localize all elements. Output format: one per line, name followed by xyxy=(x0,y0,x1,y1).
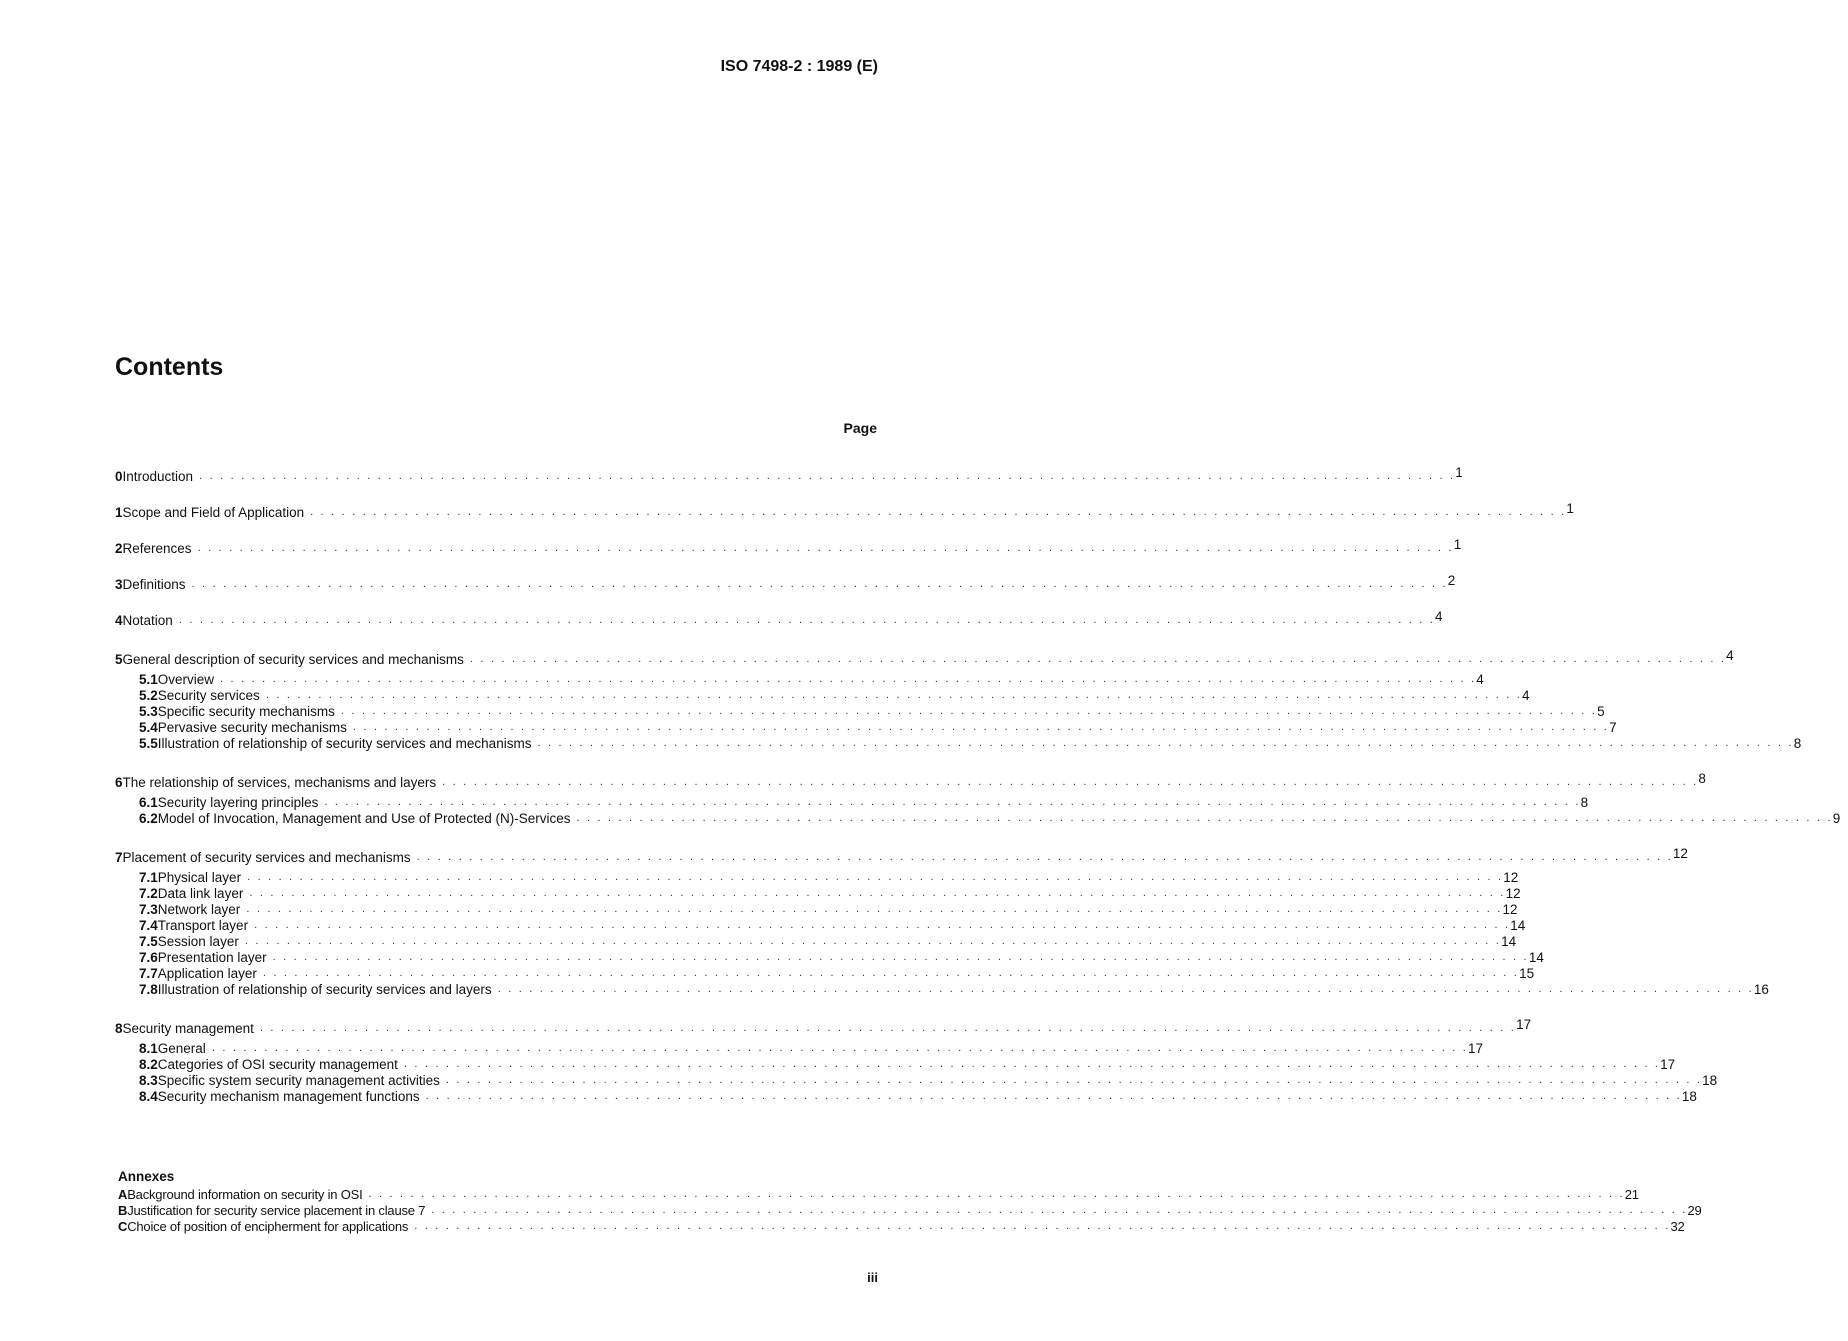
entry-title: Notation xyxy=(122,613,173,628)
dot-leader: . . . . . . . . . . . . . . . . . . . . . . . . . . . . . . . . . . . . . . . . . . . . . . . . . . . . . . . . . . . . . . . . . . . . . . . . . . . . . . . . . . . . . . . . . . . . . . . . . . . . . . . . . . . . . . . . . . . . . . . . xyxy=(259,1022,1517,1034)
entry-number: 7.4 xyxy=(139,918,158,933)
entry-page-number: 12 xyxy=(1502,902,1518,917)
entry-title: Application layer xyxy=(157,966,257,981)
entry-title: Presentation layer xyxy=(157,950,267,965)
toc-entry[interactable] xyxy=(115,648,1734,668)
entry-page-number: 17 xyxy=(1660,1057,1676,1072)
toc-entry[interactable] xyxy=(115,609,1443,629)
dot-leader: . . . . . . . . . . . . . . . . . . . . . . . . . . . . . . . . . . . . . . . . . . . . . . . . . . . . . . . . . . . . . . . . . . . . . . . . . . . . . . . . . . . . . . . . . . . . . . . . . . . . . . . . . . . . . . . . . . . . . . . . xyxy=(199,470,1456,482)
dot-leader: . . . . . . . . . . . . . . . . . . . . . . . . . . . . . . . . . . . . . . . . . . . . . . . . . . . . . . . . . . . . . . . . . . . . . . . . . . . . . . . . . . . . . . . . . . . . . . . . . . . . . . . . . . . . . . . . . . . . . . . . xyxy=(197,542,1454,554)
toc-subentry[interactable] xyxy=(115,870,1519,886)
page-title: Contents xyxy=(115,353,224,381)
annex-entry[interactable] xyxy=(118,1219,1685,1235)
entry-title: Session layer xyxy=(157,934,239,949)
entry-title: Security management xyxy=(122,1021,254,1036)
annex-entry[interactable] xyxy=(118,1187,1639,1203)
entry-number: 7.7 xyxy=(139,966,158,981)
dot-leader: . . . . . . . . . . . . . . . . . . . . . . . . . . . . . . . . . . . . . . . . . . . . . . . . . . . . . . . . . . . . . . . . . . . . . . . . . . . . . . . . . . . . . . . . . . . . . . . . . . . . . . . . . . . . . . . . . . . . . . . . xyxy=(254,919,1511,931)
entry-number: 7 xyxy=(115,850,123,865)
entry-title: Pervasive security mechanisms xyxy=(157,720,347,735)
entry-number: 2 xyxy=(115,541,123,556)
entry-page-number: 29 xyxy=(1687,1203,1702,1218)
entry-number: 7.8 xyxy=(139,982,158,997)
entry-number: 5 xyxy=(115,652,123,667)
entry-page-number: 12 xyxy=(1505,886,1521,901)
toc-subentry[interactable] xyxy=(115,934,1517,950)
entry-title: Model of Invocation, Management and Use of Protected (N)-Services xyxy=(157,811,571,826)
toc-entry[interactable] xyxy=(115,537,1462,557)
entry-number: 8.2 xyxy=(139,1057,158,1072)
dot-leader: . . . . . . . . . . . . . . . . . . . . . . . . . . . . . . . . . . . . . . . . . . . . . . . . . . . . . . . . . . . . . . . . . . . . . . . . . . . . . . . . . . . . . . . . . . . . . . . . . . . . . . . . . . . . . . . . . . . . . . . . xyxy=(246,903,1503,915)
entry-number: 5.1 xyxy=(139,672,158,687)
entry-title: Categories of OSI security management xyxy=(157,1057,398,1072)
entry-page-number: 8 xyxy=(1698,771,1706,786)
entry-number: B xyxy=(118,1203,128,1218)
toc-subentry[interactable] xyxy=(115,811,1841,827)
entry-title: Overview xyxy=(157,672,215,687)
toc-subentry[interactable] xyxy=(115,1057,1676,1073)
table-of-contents xyxy=(115,465,1841,1125)
toc-subentry[interactable] xyxy=(115,720,1617,736)
toc-subentry[interactable] xyxy=(115,1041,1484,1057)
entry-title: Network layer xyxy=(157,902,241,917)
entry-title: Transport layer xyxy=(157,918,249,933)
entry-title: Choice of position of encipherment for applications xyxy=(127,1219,409,1234)
dot-leader: . . . . . . . . . . . . . . . . . . . . . . . . . . . . . . . . . . . . . . . . . . . . . . . . . . . . . . . . . . . . . . . . . . . . . . . . . . . . . . . . . . . . . . . . . . . . . . . . . . . . . . . . . . . . . . . . . . . . . . . . xyxy=(244,935,1502,947)
annexes-heading: Annexes xyxy=(118,1169,175,1184)
footer-page-number: iii xyxy=(867,1270,878,1285)
entry-number: A xyxy=(118,1187,128,1202)
dot-leader: . . . . . . . . . . . . . . . . . . . . . . . . . . . . . . . . . . . . . . . . . . . . . . . . . . . . . . . . . . . . . . . . . . . . . . . . . . . . . . . . . . . . . . . . . . . . . . . . . . . . . . . . . . . . . . . . . . . . . . . . xyxy=(497,983,1754,995)
entry-page-number: 1 xyxy=(1453,537,1462,552)
entry-title: References xyxy=(122,541,192,556)
entry-title: Illustration of relationship of security services and layers xyxy=(157,982,492,997)
entry-number: 8.4 xyxy=(139,1089,158,1104)
annexes-section xyxy=(118,1169,1702,1235)
entry-title: Introduction xyxy=(122,469,194,484)
entry-page-number: 17 xyxy=(1516,1017,1532,1032)
entry-title: Security services xyxy=(157,688,260,703)
entry-number: 5.3 xyxy=(139,704,158,719)
entry-page-number: 4 xyxy=(1726,648,1734,663)
toc-entry[interactable] xyxy=(115,465,1463,485)
entry-page-number: 18 xyxy=(1702,1073,1718,1088)
entry-number: 6.1 xyxy=(139,795,158,810)
entry-page-number: 17 xyxy=(1468,1041,1484,1056)
entry-number: 3 xyxy=(115,577,123,592)
entry-page-number: 8 xyxy=(1793,736,1802,751)
entry-number: 5.5 xyxy=(139,736,158,751)
entry-number: 5.2 xyxy=(139,688,158,703)
entry-page-number: 4 xyxy=(1476,672,1484,687)
annex-list xyxy=(118,1187,1702,1235)
dot-leader: . . . . . . . . . . . . . . . . . . . . . . . . . . . . . . . . . . . . . . . . . . . . . . . . . . . . . . . . . . . . . . . . . . . . . . . . . . . . . . . . . . . . . . . . . . . . . . . . . . . . . . . . . . . . . . . . . . . . . . . . xyxy=(249,887,1506,899)
entry-page-number: 1 xyxy=(1455,465,1463,480)
entry-page-number: 18 xyxy=(1681,1089,1697,1104)
entry-number: 8 xyxy=(115,1021,123,1036)
dot-leader: . . . . . . . . . . . . . . . . . . . . . . . . . . . . . . . . . . . . . . . . . . . . . . . . . . . . . . . . . . . . . . . . . . . . . . . . . . . . . . . . . . . . . . . . . . . . . . . . . . . . . . . . . . . . . . . . . . . . . . . . xyxy=(431,1204,1688,1216)
toc-entry[interactable] xyxy=(115,573,1456,593)
dot-leader: . . . . . . . . . . . . . . . . . . . . . . . . . . . . . . . . . . . . . . . . . . . . . . . . . . . . . . . . . . . . . . . . . . . . . . . . . . . . . . . . . . . . . . . . . . . . . . . . . . . . . . . . . . . . . . . . . . . . . . . . xyxy=(178,614,1436,626)
entry-title: Security layering principles xyxy=(157,795,319,810)
entry-page-number: 2 xyxy=(1447,573,1456,588)
entry-page-number: 12 xyxy=(1503,870,1519,885)
entry-number: C xyxy=(118,1219,128,1234)
entry-number: 8.1 xyxy=(139,1041,158,1056)
toc-entry[interactable] xyxy=(115,501,1574,521)
dot-leader: . . . . . . . . . . . . . . . . . . . . . . . . . . . . . . . . . . . . . . . . . . . . . . . . . . . . . . . . . . . . . . . . . . . . . . . . . . . . . . . . . . . . . . . . . . . . . . . . . . . . . . . . . . . . . . . . . . . . . . . . xyxy=(416,851,1673,863)
standard-identifier: ISO 7498-2 : 1989 (E) xyxy=(720,58,878,75)
entry-title: General xyxy=(157,1041,206,1056)
entry-page-number: 16 xyxy=(1753,982,1769,997)
entry-title: Justification for security service placement in clause 7 xyxy=(127,1203,426,1218)
toc-subentry[interactable] xyxy=(115,1089,1697,1105)
page-column-label: Page xyxy=(843,420,877,436)
entry-number: 7.3 xyxy=(139,902,158,917)
entry-number: 7.5 xyxy=(139,934,158,949)
toc-subentry[interactable] xyxy=(115,982,1769,998)
toc-section xyxy=(115,465,1463,485)
toc-subentry[interactable] xyxy=(115,688,1530,704)
dot-leader: . . . . . . . . . . . . . . . . . . . . . . . . . . . . . . . . . . . . . . . . . . . . . . . . . . . . . . . . . . . . . . . . . . . . . . . . . . . . . . . . . . . . . . . . . . . . . . . . . . . . . . . . . . . . . . . . . . . . . . . . xyxy=(324,796,1581,808)
toc-subentry[interactable] xyxy=(115,672,1484,688)
dot-leader: . . . . . . . . . . . . . . . . . . . . . . . . . . . . . . . . . . . . . . . . . . . . . . . . . . . . . . . . . . . . . . . . . . . . . . . . . . . . . . . . . . . . . . . . . . . . . . . . . . . . . . . . . . . . . . . . . . . . . . . . xyxy=(442,776,1699,788)
dot-leader: . . . . . . . . . . . . . . . . . . . . . . . . . . . . . . . . . . . . . . . . . . . . . . . . . . . . . . . . . . . . . . . . . . . . . . . . . . . . . . . . . . . . . . . . . . . . . . . . . . . . . . . . . . . . . . . . . . . . . . . . xyxy=(469,653,1727,665)
annex-entry[interactable] xyxy=(118,1203,1702,1219)
toc-subentry[interactable] xyxy=(115,704,1605,720)
entry-number: 7.6 xyxy=(139,950,158,965)
entry-title: Background information on security in OSI xyxy=(127,1187,363,1202)
toc-section xyxy=(115,609,1443,629)
dot-leader: . . . . . . . . . . . . . . . . . . . . . . . . . . . . . . . . . . . . . . . . . . . . . . . . . . . . . . . . . . . . . . . . . . . . . . . . . . . . . . . . . . . . . . . . . . . . . . . . . . . . . . . . . . . . . . . . . . . . . . . . xyxy=(272,951,1529,963)
entry-title: General description of security services and mechanisms xyxy=(122,652,464,667)
dot-leader: . . . . . . . . . . . . . . . . . . . . . . . . . . . . . . . . . . . . . . . . . . . . . . . . . . . . . . . . . . . . . . . . . . . . . . . . . . . . . . . . . . . . . . . . . . . . . . . . . . . . . . . . . . . . . . . . . . . . . . . . xyxy=(247,871,1504,883)
entry-number: 1 xyxy=(115,505,123,520)
toc-subentry[interactable] xyxy=(115,736,1802,752)
entry-number: 8.3 xyxy=(139,1073,158,1088)
entry-title: Definitions xyxy=(122,577,186,592)
toc-subentry[interactable] xyxy=(115,1073,1718,1089)
toc-entry[interactable] xyxy=(115,1017,1532,1037)
dot-leader: . . . . . . . . . . . . . . . . . . . . . . . . . . . . . . . . . . . . . . . . . . . . . . . . . . . . . . . . . . . . . . . . . . . . . . . . . . . . . . . . . . . . . . . . . . . . . . . . . . . . . . . . . . . . . . . . . . . . . . . . xyxy=(262,967,1520,979)
toc-subentry[interactable] xyxy=(115,918,1526,934)
entry-title: Illustration of relationship of security services and mechanisms xyxy=(157,736,532,751)
toc-subentry[interactable] xyxy=(115,795,1589,811)
dot-leader: . . . . . . . . . . . . . . . . . . . . . . . . . . . . . . . . . . . . . . . . . . . . . . . . . . . . . . . . . . . . . . . . . . . . . . . . . . . . . . . . . . . . . . . . . . . . . . . . . . . . . . . . . . . . . . . . . . . . . . . . xyxy=(352,721,1610,733)
entry-title: Scope and Field of Application xyxy=(122,505,305,520)
toc-subentry[interactable] xyxy=(115,950,1544,966)
dot-leader: . . . . . . . . . . . . . . . . . . . . . . . . . . . . . . . . . . . . . . . . . . . . . . . . . . . . . . . . . . . . . . . . . . . . . . . . . . . . . . . . . . . . . . . . . . . . . . . . . . . . . . . . . . . . . . . . . . . . . . . . xyxy=(220,673,1477,685)
entry-number: 6.2 xyxy=(139,811,158,826)
toc-section xyxy=(115,573,1456,593)
dot-leader: . . . . . . . . . . . . . . . . . . . . . . . . . . . . . . . . . . . . . . . . . . . . . . . . . . . . . . . . . . . . . . . . . . . . . . . . . . . . . . . . . . . . . . . . . . . . . . . . . . . . . . . . . . . . . . . . . . . . . . . . xyxy=(368,1188,1625,1200)
entry-title: Specific system security management activities xyxy=(157,1073,440,1088)
dot-leader: . . . . . . . . . . . . . . . . . . . . . . . . . . . . . . . . . . . . . . . . . . . . . . . . . . . . . . . . . . . . . . . . . . . . . . . . . . . . . . . . . . . . . . . . . . . . . . . . . . . . . . . . . . . . . . . . . . . . . . . . xyxy=(403,1058,1661,1070)
entry-page-number: 32 xyxy=(1670,1219,1685,1234)
dot-leader: . . . . . . . . . . . . . . . . . . . . . . . . . . . . . . . . . . . . . . . . . . . . . . . . . . . . . . . . . . . . . . . . . . . . . . . . . . . . . . . . . . . . . . . . . . . . . . . . . . . . . . . . . . . . . . . . . . . . . . . . xyxy=(211,1042,1469,1054)
entry-page-number: 7 xyxy=(1609,720,1617,735)
toc-section xyxy=(115,846,1769,998)
entry-page-number: 21 xyxy=(1624,1187,1639,1202)
toc-section xyxy=(115,1017,1718,1105)
entry-title: Physical layer xyxy=(157,870,242,885)
entry-page-number: 14 xyxy=(1501,934,1517,949)
entry-page-number: 15 xyxy=(1519,966,1535,981)
entry-page-number: 1 xyxy=(1566,501,1574,516)
entry-page-number: 9 xyxy=(1832,811,1841,826)
entry-number: 6 xyxy=(115,775,123,790)
toc-section xyxy=(115,501,1574,521)
entry-page-number: 5 xyxy=(1597,704,1605,719)
dot-leader: . . . . . . . . . . . . . . . . . . . . . . . . . . . . . . . . . . . . . . . . . . . . . . . . . . . . . . . . . . . . . . . . . . . . . . . . . . . . . . . . . . . . . . . . . . . . . . . . . . . . . . . . . . . . . . . . . . . . . . . . xyxy=(425,1090,1682,1102)
toc-section xyxy=(115,771,1841,827)
entry-page-number: 8 xyxy=(1580,795,1589,810)
dot-leader: . . . . . . . . . . . . . . . . . . . . . . . . . . . . . . . . . . . . . . . . . . . . . . . . . . . . . . . . . . . . . . . . . . . . . . . . . . . . . . . . . . . . . . . . . . . . . . . . . . . . . . . . . . . . . . . . . . . . . . . . xyxy=(445,1074,1703,1086)
dot-leader: . . . . . . . . . . . . . . . . . . . . . . . . . . . . . . . . . . . . . . . . . . . . . . . . . . . . . . . . . . . . . . . . . . . . . . . . . . . . . . . . . . . . . . . . . . . . . . . . . . . . . . . . . . . . . . . . . . . . . . . . xyxy=(537,737,1794,749)
entry-number: 4 xyxy=(115,613,123,628)
toc-entry[interactable] xyxy=(115,846,1688,866)
entry-title: The relationship of services, mechanisms and layers xyxy=(122,775,437,790)
entry-page-number: 4 xyxy=(1435,609,1443,624)
dot-leader: . . . . . . . . . . . . . . . . . . . . . . . . . . . . . . . . . . . . . . . . . . . . . . . . . . . . . . . . . . . . . . . . . . . . . . . . . . . . . . . . . . . . . . . . . . . . . . . . . . . . . . . . . . . . . . . . . . . . . . . . xyxy=(265,689,1523,701)
toc-subentry[interactable] xyxy=(115,902,1518,918)
entry-number: 7.1 xyxy=(139,870,158,885)
dot-leader: . . . . . . . . . . . . . . . . . . . . . . . . . . . . . . . . . . . . . . . . . . . . . . . . . . . . . . . . . . . . . . . . . . . . . . . . . . . . . . . . . . . . . . . . . . . . . . . . . . . . . . . . . . . . . . . . . . . . . . . . xyxy=(191,578,1448,590)
toc-subentry[interactable] xyxy=(115,966,1535,982)
entry-page-number: 4 xyxy=(1522,688,1530,703)
entry-number: 7.2 xyxy=(139,886,158,901)
entry-title: Data link layer xyxy=(157,886,244,901)
toc-section xyxy=(115,648,1802,752)
toc-entry[interactable] xyxy=(115,771,1706,791)
entry-page-number: 14 xyxy=(1528,950,1544,965)
entry-title: Specific security mechanisms xyxy=(157,704,335,719)
toc-subentry[interactable] xyxy=(115,886,1521,902)
dot-leader: . . . . . . . . . . . . . . . . . . . . . . . . . . . . . . . . . . . . . . . . . . . . . . . . . . . . . . . . . . . . . . . . . . . . . . . . . . . . . . . . . . . . . . . . . . . . . . . . . . . . . . . . . . . . . . . . . . . . . . . . xyxy=(310,506,1567,518)
dot-leader: . . . . . . . . . . . . . . . . . . . . . . . . . . . . . . . . . . . . . . . . . . . . . . . . . . . . . . . . . . . . . . . . . . . . . . . . . . . . . . . . . . . . . . . . . . . . . . . . . . . . . . . . . . . . . . . . . . . . . . . . xyxy=(340,705,1598,717)
dot-leader: . . . . . . . . . . . . . . . . . . . . . . . . . . . . . . . . . . . . . . . . . . . . . . . . . . . . . . . . . . . . . . . . . . . . . . . . . . . . . . . . . . . . . . . . . . . . . . . . . . . . . . . . . . . . . . . . . . . . . . . . xyxy=(576,812,1833,824)
toc-section xyxy=(115,537,1462,557)
entry-number: 5.4 xyxy=(139,720,158,735)
entry-title: Placement of security services and mechanisms xyxy=(122,850,411,865)
entry-title: Security mechanism management functions xyxy=(157,1089,420,1104)
entry-page-number: 12 xyxy=(1672,846,1688,861)
dot-leader: . . . . . . . . . . . . . . . . . . . . . . . . . . . . . . . . . . . . . . . . . . . . . . . . . . . . . . . . . . . . . . . . . . . . . . . . . . . . . . . . . . . . . . . . . . . . . . . . . . . . . . . . . . . . . . . . . . . . . . . . xyxy=(414,1220,1671,1232)
entry-page-number: 14 xyxy=(1510,918,1526,933)
entry-number: 0 xyxy=(115,469,123,484)
